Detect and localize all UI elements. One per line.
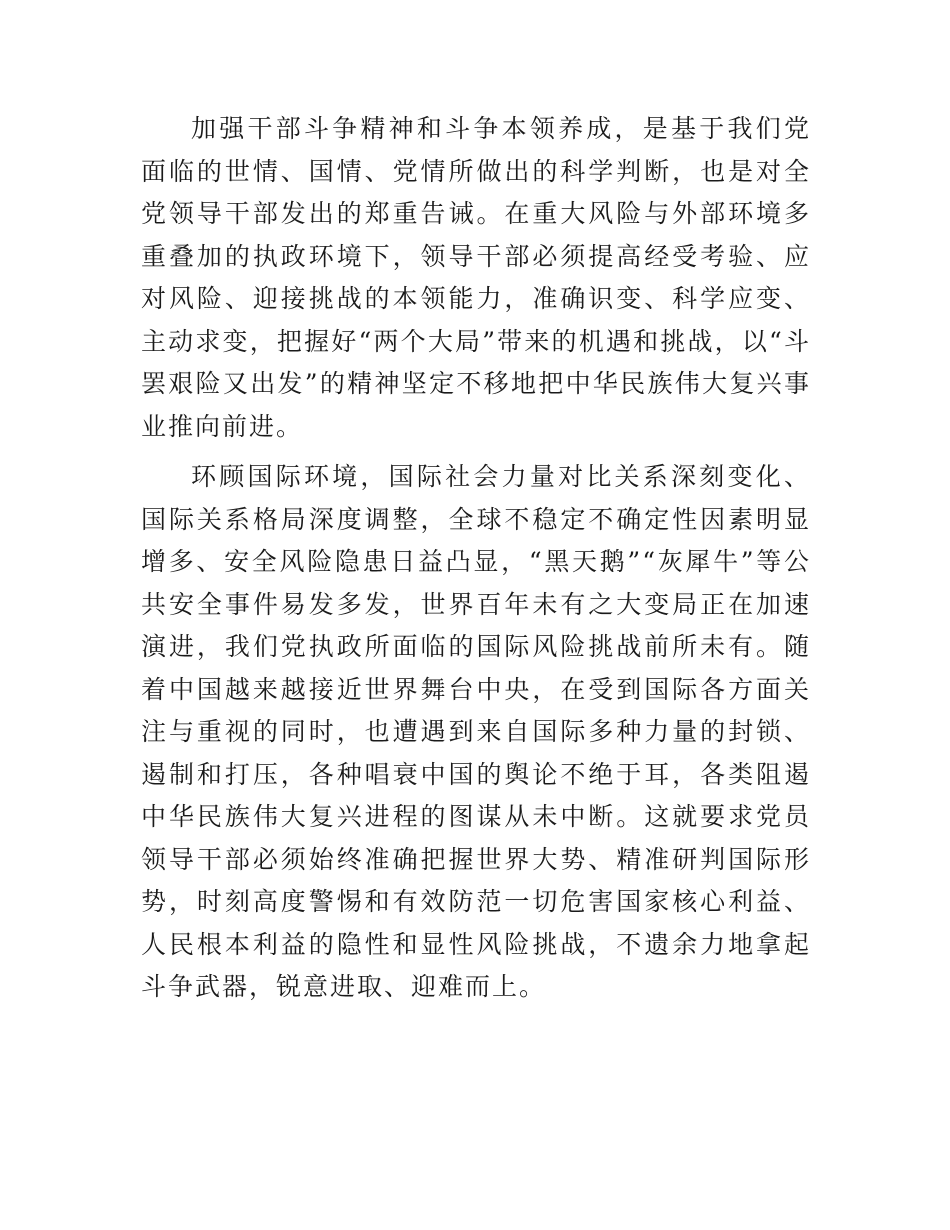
document-body [141,108,811,1009]
paragraph-2: 环顾国际环境，国际社会力量对比关系深刻变化、国际关系格局深度调整，全球不稳定不确定性因素明显增多、安全风险隐患日益凸显，“黑天鹅”“灰犀牛”等公共安全事件易发多发，世界百年未有之大变局正在加速演进，我们党执政所面临的国际风险挑战前所未有。随着中国越来越接近世界舞台中央，在受到国际各方面关注与重视的同时，也遭遇到来自国际多种力量的封锁、遏制和打压，各种唱衰中国的舆论不绝于耳，各类阻遏中华民族伟大复兴进程的图谋从未中断。这就要求党员领导干部必须始终准确把握世界大势、精准研判国际形势，时刻高度警惕和有效防范一切危害国家核心利益、人民根本利益的隐性和显性风险挑战，不遗余力地拿起斗争武器，锐意进取、迎难而上。 [141,462,811,1001]
paragraph-1: 加强干部斗争精神和斗争本领养成，是基于我们党面临的世情、国情、党情所做出的科学判断，也是对全党领导干部发出的郑重告诫。在重大风险与外部环境多重叠加的执政环境下，领导干部必须提高经受考验、应对风险、迎接挑战的本领能力，准确识变、科学应变、主动求变，把握好“两个大局”带来的机遇和挑战，以“斗罢艰险又出发”的精神坚定不移地把中华民族伟大复兴事业推向前进。 [141,114,811,441]
